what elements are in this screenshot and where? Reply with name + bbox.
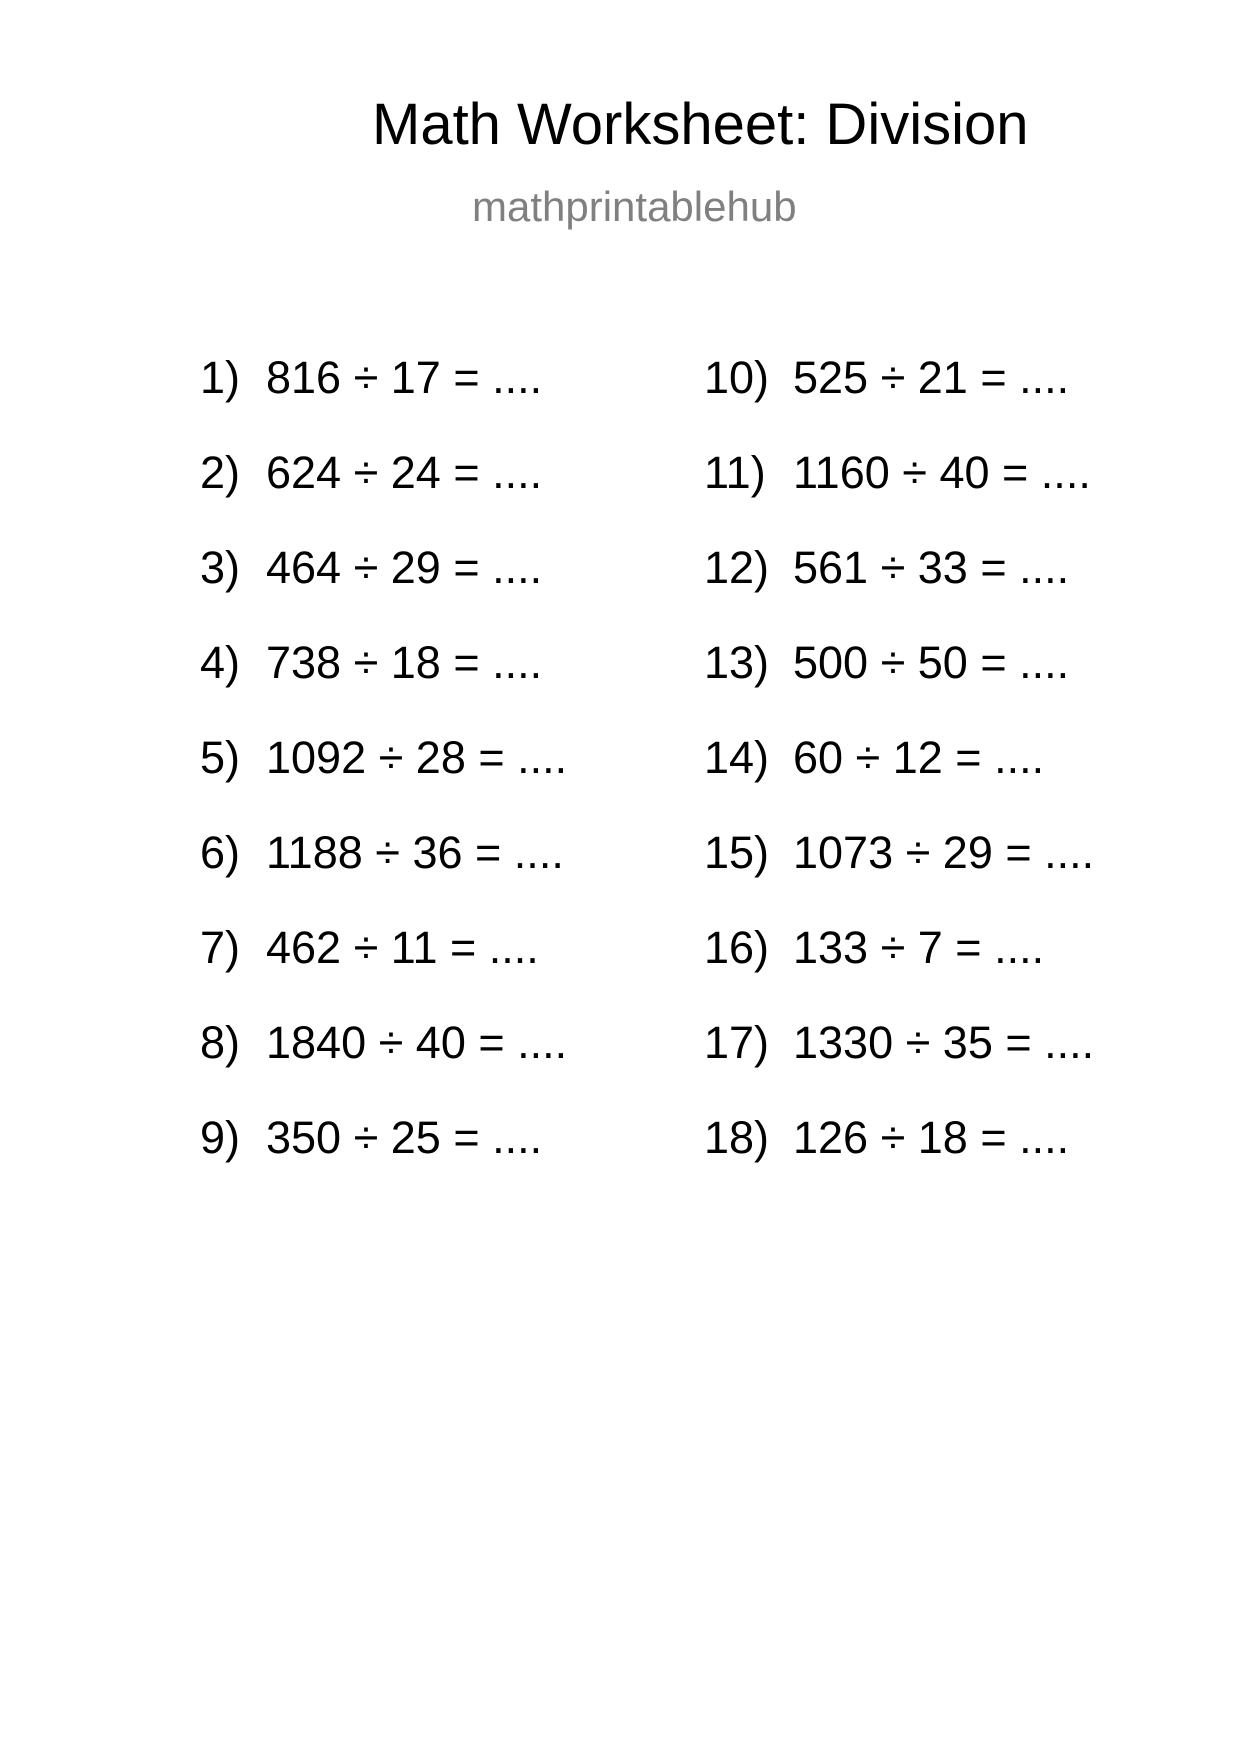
problem-expression: 1160 ÷ 40 = .... bbox=[793, 447, 1091, 498]
problem-number: 18) bbox=[704, 1112, 770, 1163]
problem-item bbox=[200, 923, 567, 1018]
problem-item bbox=[704, 733, 1094, 828]
problem-number: 12) bbox=[704, 542, 770, 593]
problem-expression: 1188 ÷ 36 = .... bbox=[266, 827, 564, 878]
problem-expression: 126 ÷ 18 = .... bbox=[793, 1112, 1070, 1163]
problem-item bbox=[704, 923, 1094, 1018]
problem-number: 10) bbox=[704, 352, 770, 403]
problem-expression: 462 ÷ 11 = .... bbox=[266, 922, 539, 973]
problem-number: 15) bbox=[704, 827, 770, 878]
problem-column-right bbox=[704, 353, 1094, 1208]
problem-expression: 350 ÷ 25 = .... bbox=[266, 1112, 543, 1163]
problem-number: 3) bbox=[200, 542, 241, 593]
problem-item bbox=[704, 353, 1094, 448]
problem-item bbox=[704, 828, 1094, 923]
problem-expression: 1092 ÷ 28 = .... bbox=[266, 732, 568, 783]
problem-expression: 1073 ÷ 29 = .... bbox=[793, 827, 1095, 878]
problem-expression: 816 ÷ 17 = .... bbox=[266, 352, 543, 403]
problem-number: 13) bbox=[704, 637, 770, 688]
problem-number: 5) bbox=[200, 732, 241, 783]
problem-number: 16) bbox=[704, 922, 770, 973]
problem-expression: 738 ÷ 18 = .... bbox=[266, 637, 543, 688]
problem-expression: 1330 ÷ 35 = .... bbox=[793, 1017, 1095, 1068]
problem-item bbox=[200, 448, 567, 543]
problem-number: 9) bbox=[200, 1112, 241, 1163]
problem-expression: 525 ÷ 21 = .... bbox=[793, 352, 1070, 403]
problem-number: 8) bbox=[200, 1017, 241, 1068]
problem-expression: 133 ÷ 7 = .... bbox=[793, 922, 1045, 973]
problem-number: 1) bbox=[200, 352, 241, 403]
problem-item bbox=[704, 1113, 1094, 1208]
problem-number: 17) bbox=[704, 1017, 770, 1068]
problem-item bbox=[200, 1018, 567, 1113]
problem-item bbox=[200, 1113, 567, 1208]
problem-number: 14) bbox=[704, 732, 770, 783]
problem-expression: 464 ÷ 29 = .... bbox=[266, 542, 543, 593]
problem-number: 7) bbox=[200, 922, 241, 973]
problem-expression: 561 ÷ 33 = .... bbox=[793, 542, 1070, 593]
problem-item bbox=[704, 448, 1094, 543]
problem-item bbox=[200, 543, 567, 638]
page-title: Math Worksheet: Division bbox=[372, 92, 1029, 157]
problem-expression: 500 ÷ 50 = .... bbox=[793, 637, 1070, 688]
problem-number: 11) bbox=[704, 447, 766, 498]
problem-item bbox=[704, 1018, 1094, 1113]
problem-item bbox=[200, 733, 567, 828]
problem-item bbox=[200, 353, 567, 448]
problem-item bbox=[200, 638, 567, 733]
problem-expression: 60 ÷ 12 = .... bbox=[793, 732, 1045, 783]
problem-expression: 1840 ÷ 40 = .... bbox=[266, 1017, 568, 1068]
problem-expression: 624 ÷ 24 = .... bbox=[266, 447, 543, 498]
page-subtitle: mathprintablehub bbox=[472, 183, 797, 230]
problem-item bbox=[704, 543, 1094, 638]
problem-number: 2) bbox=[200, 447, 241, 498]
problem-number: 6) bbox=[200, 827, 241, 878]
problem-item bbox=[200, 828, 567, 923]
problem-column-left bbox=[200, 353, 567, 1208]
problem-item bbox=[704, 638, 1094, 733]
problem-number: 4) bbox=[200, 637, 241, 688]
